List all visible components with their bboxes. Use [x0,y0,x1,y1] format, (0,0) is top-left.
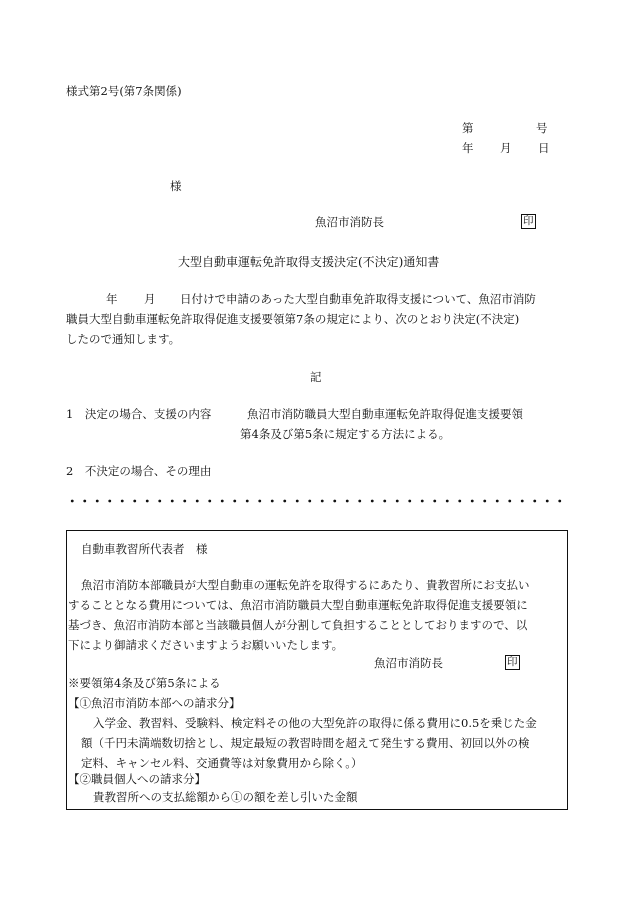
item-1-label: 1 決定の場合、支援の内容 [66,407,212,421]
request-addressee: 自動車教習所代表者 様 [81,542,208,556]
separator-dot [496,500,499,503]
separator-dot [258,500,261,503]
seal-text: 印 [523,215,534,227]
date-month: 月 [500,141,512,155]
section-1-line-3: 定料、キャンセル料、交通費等は対象費用から除く。） [81,756,363,770]
separator-dot [546,500,549,503]
separator-dot [308,500,311,503]
item-2-label: 2 不決定の場合、その理由 [66,464,212,478]
separator-dot [333,500,336,503]
addressee-suffix: 様 [170,179,182,193]
request-box [66,530,568,810]
item-1-content-line-1: 魚沼市消防職員大型自動車運転免許取得促進支援要領 [247,407,523,421]
separator-dot [483,500,486,503]
document-title: 大型自動車運転免許取得支援決定(不決定)通知書 [178,255,440,269]
separator-dot [96,500,99,503]
request-seal-text: 印 [507,656,518,668]
separator-dot [421,500,424,503]
separator-dot [433,500,436,503]
separator-dot [371,500,374,503]
separator-dot [171,500,174,503]
body-line-3: したので通知します。 [66,332,181,346]
request-line-4: 下により御請求くださいますようお願いいたします。 [68,638,344,652]
separator-dot [71,500,74,503]
separator-dot [296,500,299,503]
form-number-label: 様式第2号(第7条関係) [66,84,182,98]
separator-dot [358,500,361,503]
separator-dot [383,500,386,503]
section-1-line-2: 額（千円未満端数切捨とし、規定最短の教習時間を超えて発生する費用、初回以外の検 [81,736,530,750]
sender-name: 魚沼市消防長 [315,215,384,229]
section-2-line-1: 貴教習所への支払総額から①の額を差し引いた金額 [93,790,358,804]
document-number-prefix: 第 [462,121,474,135]
separator-dot [158,500,161,503]
separator-dot [458,500,461,503]
separator-dot [233,500,236,503]
request-sender: 魚沼市消防長 [374,656,443,670]
separator-dot [208,500,211,503]
separator-dot [508,500,511,503]
separator-dot [408,500,411,503]
separator-dot [396,500,399,503]
separator-dot [283,500,286,503]
body-line-1: 日付けで申請のあった大型自動車免許取得支援について、魚沼市消防 [180,292,536,306]
separator-dot [321,500,324,503]
separator-dot [133,500,136,503]
separator-dot [246,500,249,503]
separator-dot [271,500,274,503]
body-year: 年 [106,292,118,306]
separator-dot [196,500,199,503]
separator-dot [108,500,111,503]
ki-heading: 記 [310,370,322,384]
date-year: 年 [462,141,474,155]
separator-dot [471,500,474,503]
separator-dot [121,500,124,503]
request-seal-mark [505,654,520,670]
request-line-1: 魚沼市消防本部職員が大型自動車の運転免許を取得するにあたり、貴教習所にお支払い [81,578,530,592]
separator-dot [558,500,561,503]
separator-dot [446,500,449,503]
section-1-title: 【①魚沼市消防本部への請求分】 [68,696,241,710]
dotted-separator [66,496,566,506]
separator-dot [221,500,224,503]
section-1-line-1: 入学金、教習料、受験料、検定料その他の大型免許の取得に係る費用に0.5を乗じた金 [93,716,537,730]
separator-dot [183,500,186,503]
body-month: 月 [144,292,156,306]
separator-dot [346,500,349,503]
request-note: ※要領第4条及び第5条による [68,676,221,690]
request-line-2: することとなる費用については、魚沼市消防職員大型自動車運転免許取得促進支援要領に [68,598,528,612]
date-day: 日 [538,141,550,155]
separator-dot [146,500,149,503]
item-1-content-line-2: 第4条及び第5条に規定する方法による。 [240,427,451,441]
separator-dot [521,500,524,503]
separator-dot [533,500,536,503]
body-line-2: 職員大型自動車運転免許取得促進支援要領第7条の規定により、次のとおり決定(不決定) [66,312,520,326]
seal-mark [521,213,536,229]
section-2-title: 【②職員個人への請求分】 [68,772,206,786]
separator-dot [83,500,86,503]
request-line-3: 基づき、魚沼市消防本部と当該職員個人が分割して負担することとしておりますので、以 [68,618,528,632]
document-number-suffix: 号 [536,121,548,135]
